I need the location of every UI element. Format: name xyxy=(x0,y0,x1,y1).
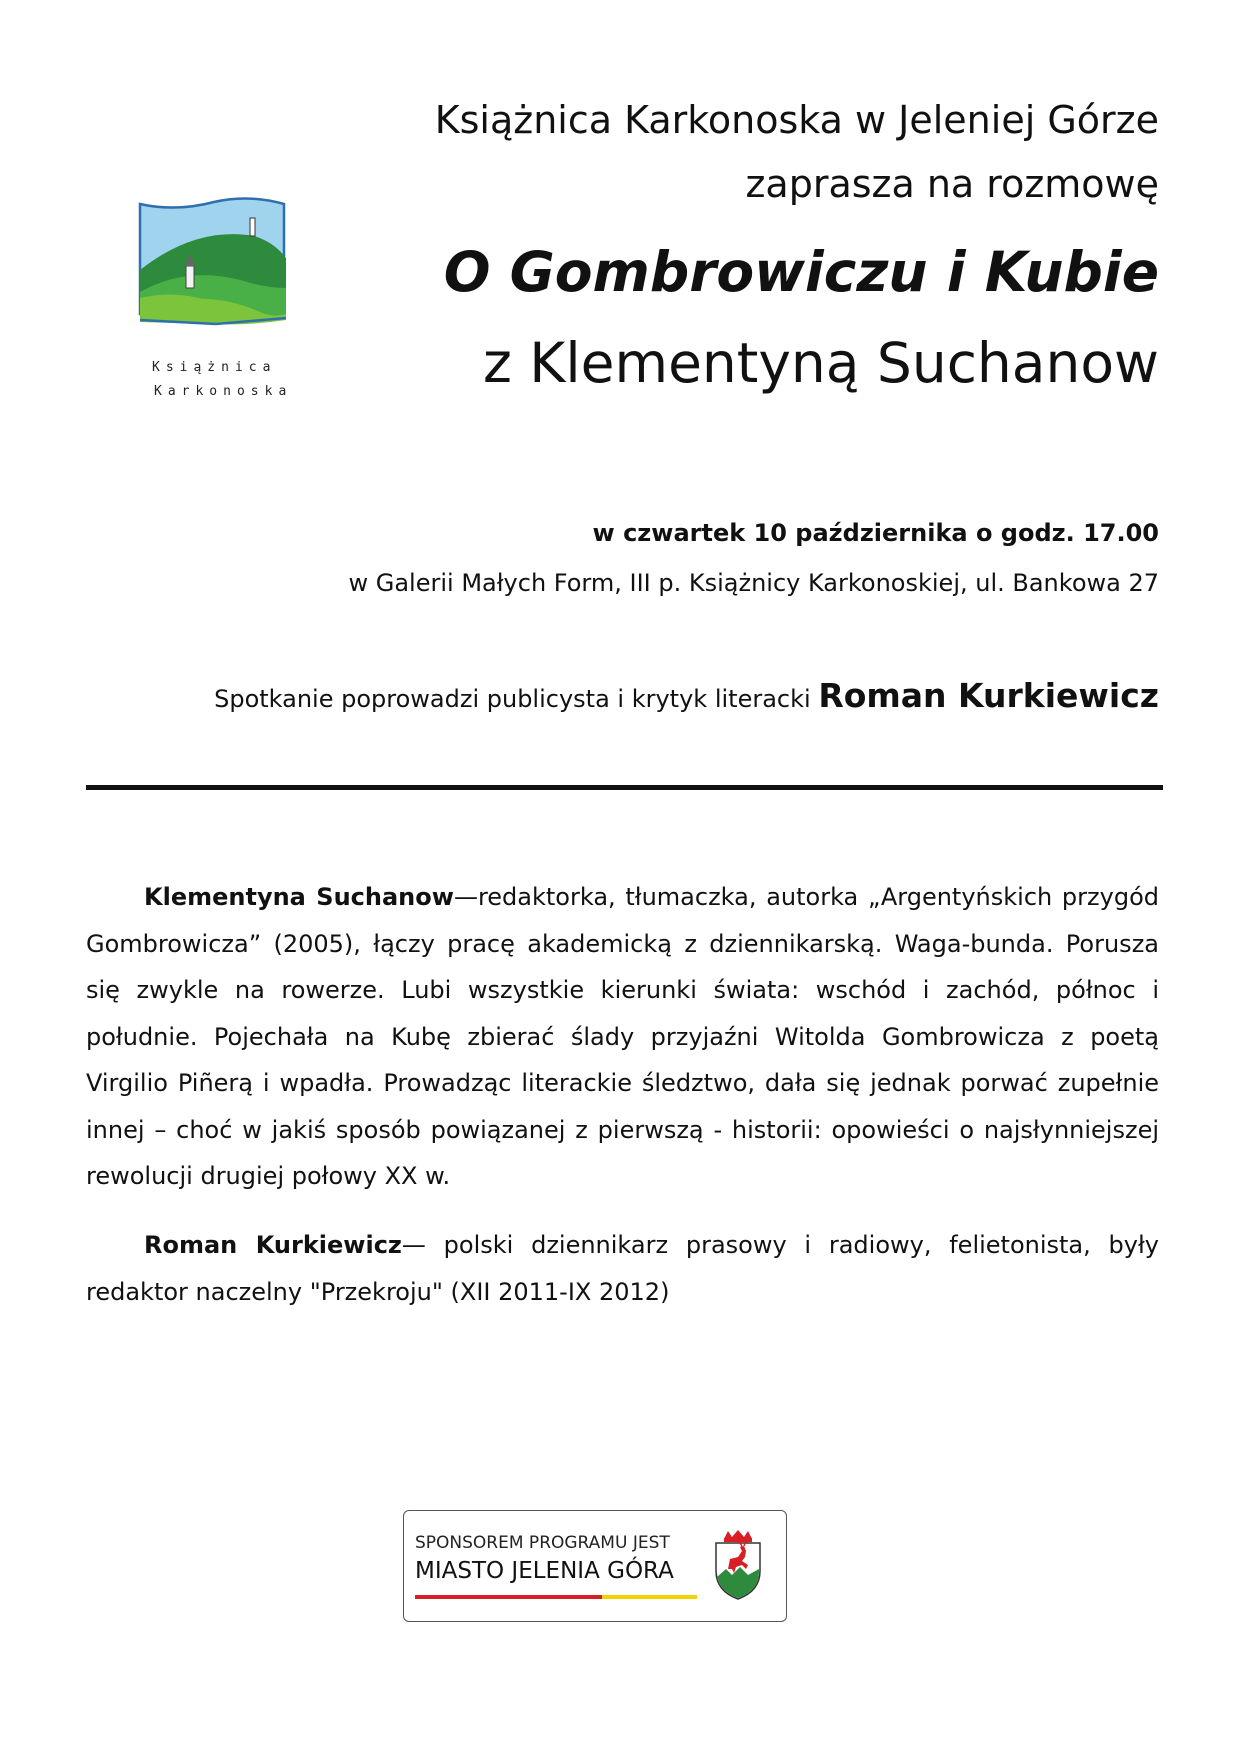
sponsor-bar-red xyxy=(415,1595,602,1599)
bio-text: — polski dziennikarz prasowy i radiowy, felietonista, były redaktor naczelny "Przekroju" (XII 2011-IX 2012) xyxy=(86,1231,1159,1306)
host-name: Roman Kurkiewicz xyxy=(818,676,1159,715)
host-intro: Spotkanie poprowadzi publicysta i krytyk literacki xyxy=(214,685,819,713)
event-details xyxy=(159,510,1159,606)
invite-line: zaprasza na rozmowę xyxy=(745,162,1159,206)
sponsor-box xyxy=(403,1510,787,1622)
sponsor-label: SPONSOREM PROGRAMU JEST xyxy=(415,1533,670,1553)
event-location: w Galerii Małych Form, III p. Książnicy Karkonoskiej, ul. Bankowa 27 xyxy=(348,569,1159,597)
event-date-time: w czwartek 10 października o godz. 17.00 xyxy=(592,519,1159,547)
deer-coat-of-arms-icon xyxy=(712,1529,764,1601)
logo-caption-line2: Karkonoska xyxy=(154,384,293,399)
sponsor-color-bar xyxy=(415,1595,697,1599)
guest-line: z Klementyną Suchanow xyxy=(482,331,1159,395)
bio-paragraph-guest xyxy=(86,874,1159,1200)
event-title: O Gombrowiczu i Kubie xyxy=(443,240,1159,304)
bio-name: Roman Kurkiewicz xyxy=(144,1231,402,1259)
sponsor-bar-yellow xyxy=(602,1595,697,1599)
book-landscape-icon xyxy=(136,196,306,356)
host-line xyxy=(79,676,1159,715)
logo-caption-line1: Książnica xyxy=(152,360,277,375)
divider-rule xyxy=(86,785,1163,790)
bio-name: Klementyna Suchanow xyxy=(144,883,454,911)
logo-caption xyxy=(152,356,292,404)
invitation-header xyxy=(319,88,1159,406)
bio-paragraph-host xyxy=(86,1222,1159,1315)
bio-text: —redaktorka, tłumaczka, autorka „Argentyńskich przygód Gombrowicza” (2005), łączy pracę akademicką z dziennikarską. Waga-bunda. Porusza się zwykle na rowerze. Lubi wszystkie kierunki świata: wschód i zachód, północ i południe. Pojechała na Kubę zbierać ślady przyjaźni Witolda Gombrowicza z poetą Virgilio Piñerą i wpadła. Prowadząc literackie śledztwo, dała się jednak porwać zupełnie innej – choć w jakiś sposób powiązanej z pierwszą - historii: opowieści o najsłynniejszej rewolucji drugiej połowy XX w. xyxy=(86,883,1159,1190)
organizer-name: Książnica Karkonoska w Jeleniej Górze xyxy=(434,98,1159,142)
sponsor-name: MIASTO JELENIA GÓRA xyxy=(415,1558,674,1584)
